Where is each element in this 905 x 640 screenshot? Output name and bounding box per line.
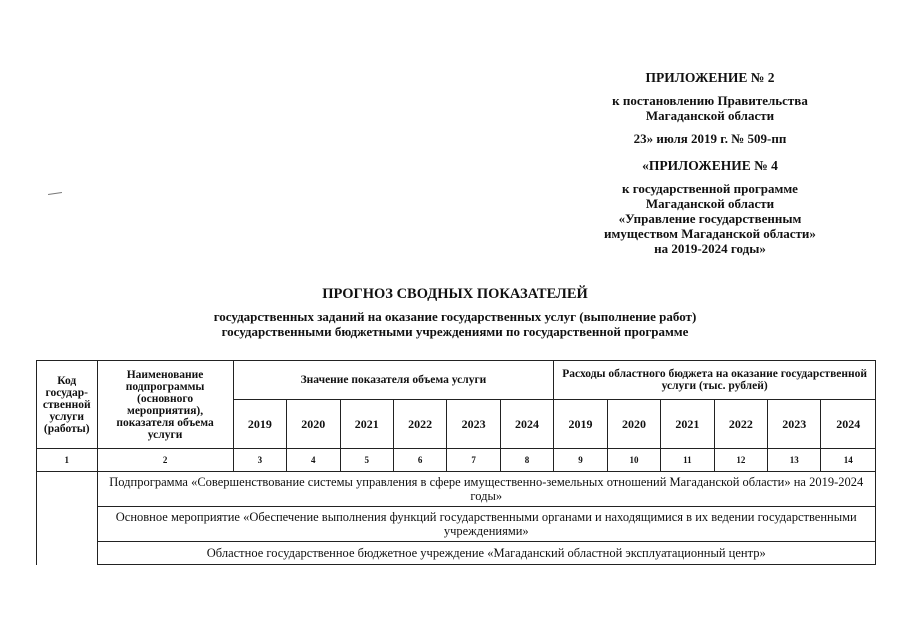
appendix-inner-number: «ПРИЛОЖЕНИЕ № 4 bbox=[642, 158, 778, 173]
header-expenses-year: 2019 bbox=[554, 400, 607, 449]
column-number: 9 bbox=[554, 449, 607, 472]
header-expenses-year: 2023 bbox=[768, 400, 821, 449]
appendix-date-line: 23» июля 2019 г. № 509-пп bbox=[633, 131, 787, 146]
column-number: 8 bbox=[500, 449, 553, 472]
header-expenses-year: 2024 bbox=[821, 400, 876, 449]
appendix-program-region: Магаданской области bbox=[645, 196, 775, 211]
title-main: ПРОГНОЗ СВОДНЫХ ПОКАЗАТЕЛЕЙ bbox=[322, 286, 588, 302]
header-volume-year: 2022 bbox=[393, 400, 446, 449]
header-volume-year: 2024 bbox=[500, 400, 553, 449]
column-number: 6 bbox=[393, 449, 446, 472]
appendix-program-name-2: имуществом Магаданской области» bbox=[604, 226, 816, 241]
header-volume-group: Значение показателя объема услуги bbox=[233, 361, 554, 400]
institution-row: Областное государственное бюджетное учреждение «Магаданский областной эксплуатационный центр» bbox=[97, 542, 876, 565]
column-number: 10 bbox=[607, 449, 660, 472]
title-subtitle-2: государственными бюджетными учреждениями по государственной программе bbox=[221, 324, 689, 339]
column-number: 5 bbox=[340, 449, 393, 472]
appendix-program-years: на 2019-2024 годы» bbox=[654, 241, 766, 256]
header-volume-year: 2020 bbox=[287, 400, 340, 449]
appendix-program-name-1: «Управление государственным bbox=[618, 211, 802, 226]
appendix-decree-line: к постановлению Правительства bbox=[612, 93, 808, 108]
column-number: 11 bbox=[661, 449, 714, 472]
header-expenses-year: 2021 bbox=[661, 400, 714, 449]
header-name: Наименование подпрограммы (основного мероприятия), показателя объема услуги bbox=[97, 361, 233, 449]
header-volume-year: 2023 bbox=[447, 400, 500, 449]
column-number: 12 bbox=[714, 449, 767, 472]
column-number: 7 bbox=[447, 449, 500, 472]
code-cell-empty bbox=[37, 472, 98, 565]
column-number: 4 bbox=[287, 449, 340, 472]
appendix-number: ПРИЛОЖЕНИЕ № 2 bbox=[645, 70, 775, 85]
header-expenses-year: 2020 bbox=[607, 400, 660, 449]
column-number: 1 bbox=[37, 449, 98, 472]
column-number: 13 bbox=[768, 449, 821, 472]
indicators-table bbox=[36, 360, 876, 565]
appendix-region-line: Магаданской области bbox=[645, 108, 775, 123]
appendix-program-line: к государственной программе bbox=[622, 181, 798, 196]
column-number: 14 bbox=[821, 449, 876, 472]
column-number: 3 bbox=[233, 449, 286, 472]
header-volume-year: 2021 bbox=[340, 400, 393, 449]
scan-mark bbox=[48, 192, 62, 195]
header-volume-year: 2019 bbox=[233, 400, 286, 449]
main-activity-row: Основное мероприятие «Обеспечение выполнения функций государственными органами и находящимися в их ведении государственными учреждениями» bbox=[97, 507, 876, 542]
header-code: Код государ-ственной услуги (работы) bbox=[37, 361, 98, 449]
subprogram-row: Подпрограмма «Совершенствование системы управления в сфере имущественно-земельных отношений Магаданской области» на 2019-2024 годы» bbox=[97, 472, 876, 507]
header-expenses-group: Расходы областного бюджета на оказание государственной услуги (тыс. рублей) bbox=[554, 361, 876, 400]
column-number: 2 bbox=[97, 449, 233, 472]
document-title bbox=[90, 287, 820, 339]
appendix-block bbox=[560, 70, 860, 256]
title-subtitle-1: государственных заданий на оказание государственных услуг (выполнение работ) bbox=[213, 309, 697, 324]
header-expenses-year: 2022 bbox=[714, 400, 767, 449]
